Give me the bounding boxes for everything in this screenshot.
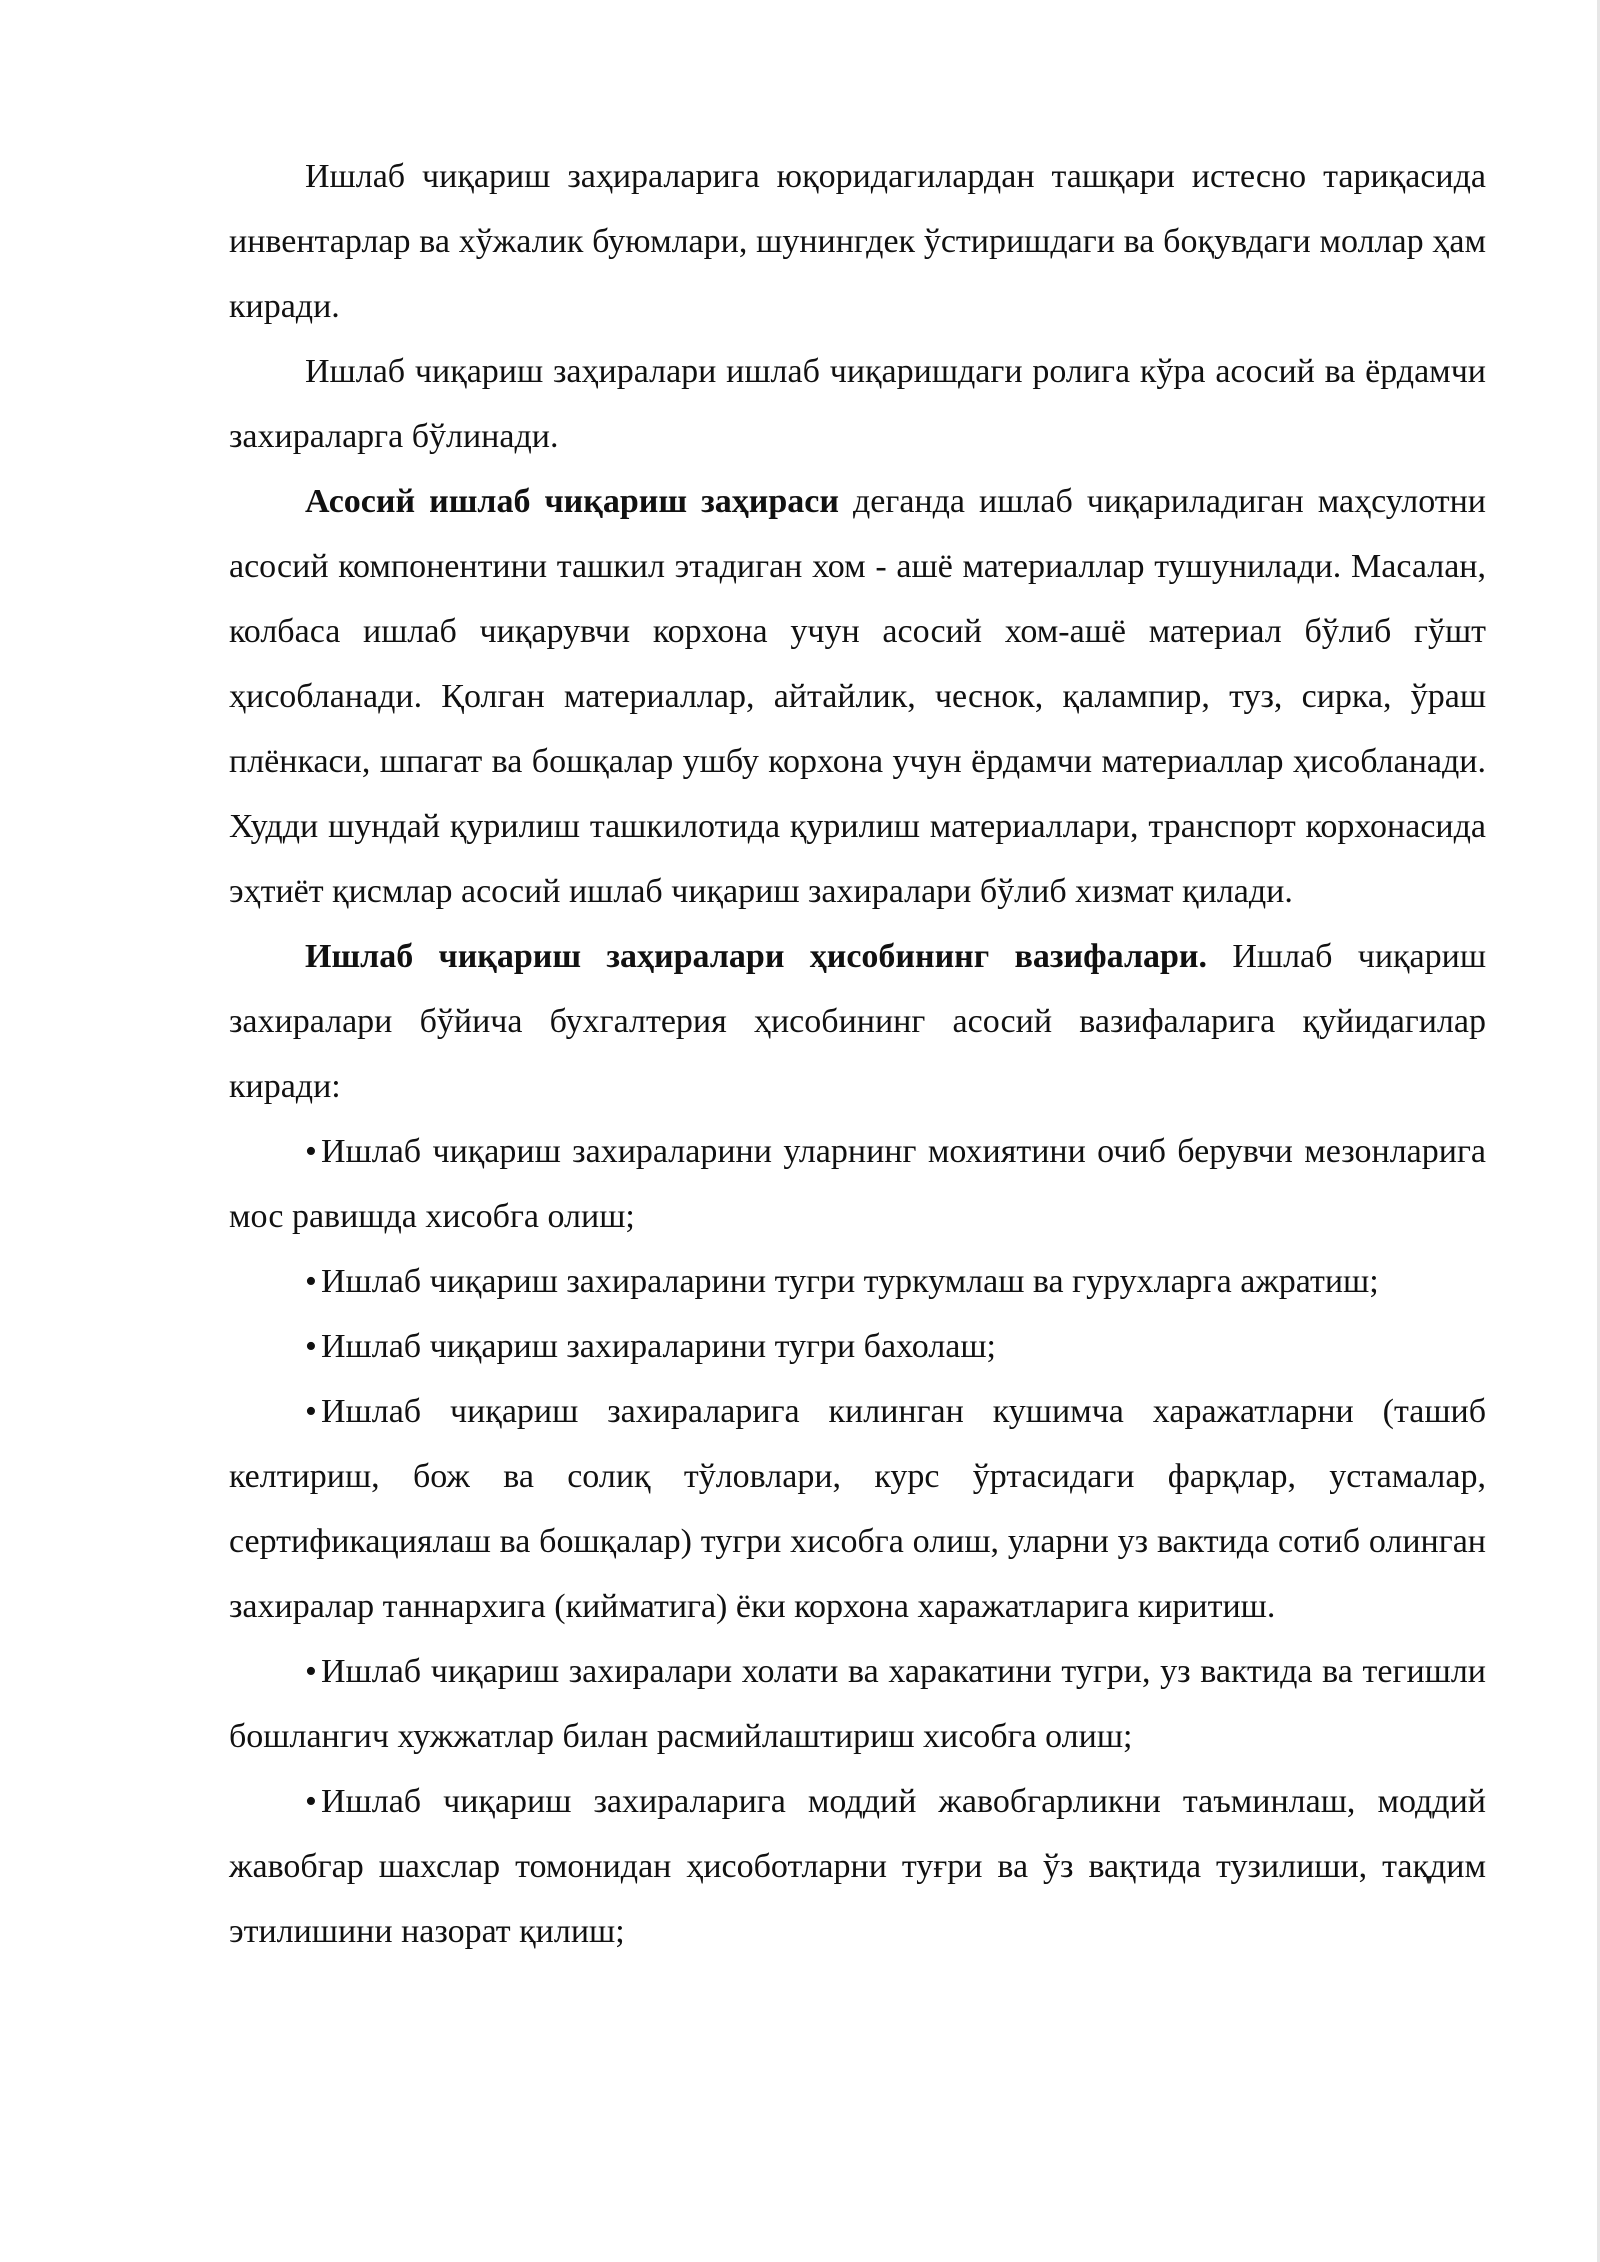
bullet-text: Ишлаб чиқариш захираларига килинган кушимча харажатларни (ташиб келтириш, бож ва солиқ тўловлари, курс ўртасидаги фарқлар, устамалар, сертификациялаш ва бошқалар) тугри хисобга олиш, уларни уз вактида сотиб олинган захиралар таннархига (кийматига) ёки корхона харажатларига киритиш. bbox=[229, 1393, 1486, 1625]
paragraph-text: Ишлаб чиқариш заҳираларига юқоридагилардан ташқари истесно тариқасида инвентарлар ва хўжалик буюмлари, шунингдек ўстиришдаги ва боқувдаги моллар ҳам киради. bbox=[229, 158, 1486, 325]
paragraph-main-reserve bbox=[229, 469, 1486, 924]
bullet-item bbox=[229, 1379, 1486, 1639]
bullet-text: Ишлаб чиқариш захираларини тугри туркумлаш ва гурухларга ажратиш; bbox=[321, 1263, 1379, 1300]
paragraph-accounting-tasks bbox=[229, 924, 1486, 1119]
paragraph-inventory-note bbox=[229, 144, 1486, 339]
bullet-marker: • bbox=[305, 1263, 317, 1300]
bullet-item bbox=[229, 1314, 1486, 1379]
bullet-item bbox=[229, 1249, 1486, 1314]
paragraph-bold-heading: Ишлаб чиқариш заҳиралари ҳисобининг вазифалари. bbox=[305, 938, 1208, 975]
paragraph-text: Ишлаб чиқариш заҳиралари ишлаб чиқаришдаги ролига кўра асосий ва ёрдамчи захираларга бўлинади. bbox=[229, 353, 1486, 455]
bullet-text: Ишлаб чиқариш захираларини уларнинг мохиятини очиб берувчи мезонларига мос равишда хисобга олиш; bbox=[229, 1133, 1486, 1235]
bullet-marker: • bbox=[305, 1783, 317, 1820]
paragraph-classification bbox=[229, 339, 1486, 469]
paragraph-text: Ишлаб чиқариш захиралари бўйича бухгалтерия ҳисобининг асосий вазифаларига қуйидагилар киради: bbox=[229, 938, 1487, 1105]
paragraph-bold-term: Асосий ишлаб чиқариш заҳираси bbox=[305, 483, 839, 520]
document-text-body bbox=[229, 144, 1486, 1964]
bullet-marker: • bbox=[305, 1328, 317, 1365]
bullet-marker: • bbox=[305, 1393, 317, 1430]
bullet-text: Ишлаб чиқариш захираларини тугри бахолаш; bbox=[321, 1328, 997, 1365]
bullet-marker: • bbox=[305, 1133, 317, 1170]
bullet-text: Ишлаб чиқариш захираларига моддий жавобгарликни таъминлаш, моддий жавобгар шахслар томонидан ҳисоботларни туғри ва ўз вақтида тузилиши, тақдим этилишини назорат қилиш; bbox=[229, 1783, 1486, 1950]
bullet-item bbox=[229, 1119, 1486, 1249]
bullet-item bbox=[229, 1769, 1486, 1964]
bullet-text: Ишлаб чиқариш захиралари холати ва харакатини тугри, уз вактида ва тегишли бошлангич хужжатлар билан расмийлаштириш хисобга олиш; bbox=[229, 1653, 1486, 1755]
bullet-item bbox=[229, 1639, 1486, 1769]
paragraph-text: деганда ишлаб чиқариладиган маҳсулотни асосий компонентини ташкил этадиган хом - ашё материаллар тушунилади. Масалан, колбаса ишлаб чиқарувчи корхона учун асосий хом-ашё материал бўлиб гўшт ҳисобланади. Қолган материаллар, айтайлик, чеснок, қалампир, туз, сирка, ўраш плёнкаси, шпагат ва бошқалар ушбу корхона учун ёрдамчи материаллар ҳисобланади. Худди шундай қурилиш ташкилотида қурилиш материаллари, транспорт корхонасида эҳтиёт қисмлар асосий ишлаб чиқариш захиралари бўлиб хизмат қилади. bbox=[229, 483, 1487, 910]
bullet-marker: • bbox=[305, 1653, 317, 1690]
